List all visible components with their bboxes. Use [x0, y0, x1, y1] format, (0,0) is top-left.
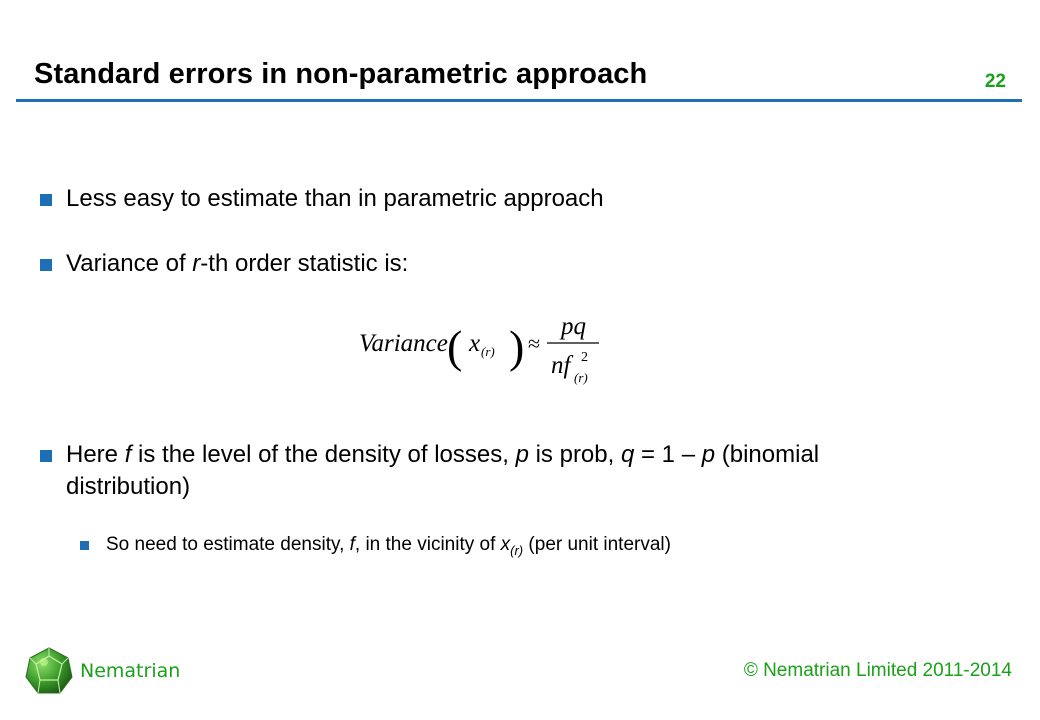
formula-approx: ≈ — [528, 331, 541, 356]
formula-x: x — [469, 330, 481, 357]
formula-numerator: pq — [561, 313, 586, 340]
footer-copyright: © Nematrian Limited 2011-2014 — [743, 660, 1012, 681]
bullet-marker — [40, 259, 52, 271]
footer-brand: Nematrian — [80, 660, 181, 682]
bullet-text-2: Variance of r-th order statistic is: — [66, 250, 409, 277]
nematrian-logo-icon — [24, 646, 74, 696]
bullet-marker — [40, 450, 52, 462]
page-number: 22 — [984, 71, 1006, 92]
bullet-marker — [40, 194, 52, 206]
title-divider — [16, 99, 1022, 102]
formula-x-subscript: (r) — [481, 344, 495, 359]
variance-formula — [355, 312, 615, 394]
formula-right-paren: ) — [509, 321, 525, 372]
formula-exponent: 2 — [581, 350, 588, 365]
sub-bullet-marker — [80, 541, 89, 550]
formula-denominator-subscript: (r) — [574, 370, 588, 385]
formula-denominator-nf: nf — [551, 352, 571, 379]
formula-left-paren: ( — [447, 321, 463, 372]
slide-title: Standard errors in non-parametric approach — [34, 58, 648, 90]
sub-bullet-text: So need to estimate density, f, in the vicinity of $x_{(r)}$ (per unit interval) — [106, 534, 671, 558]
bullet-text-3: Here f is the level of the density of losses, p is prob, q = 1 – p (binomial distribution) — [66, 441, 820, 500]
formula-variance-word: Variance — [359, 330, 448, 357]
bullet-text-1: Less easy to estimate than in parametric approach — [66, 185, 604, 212]
